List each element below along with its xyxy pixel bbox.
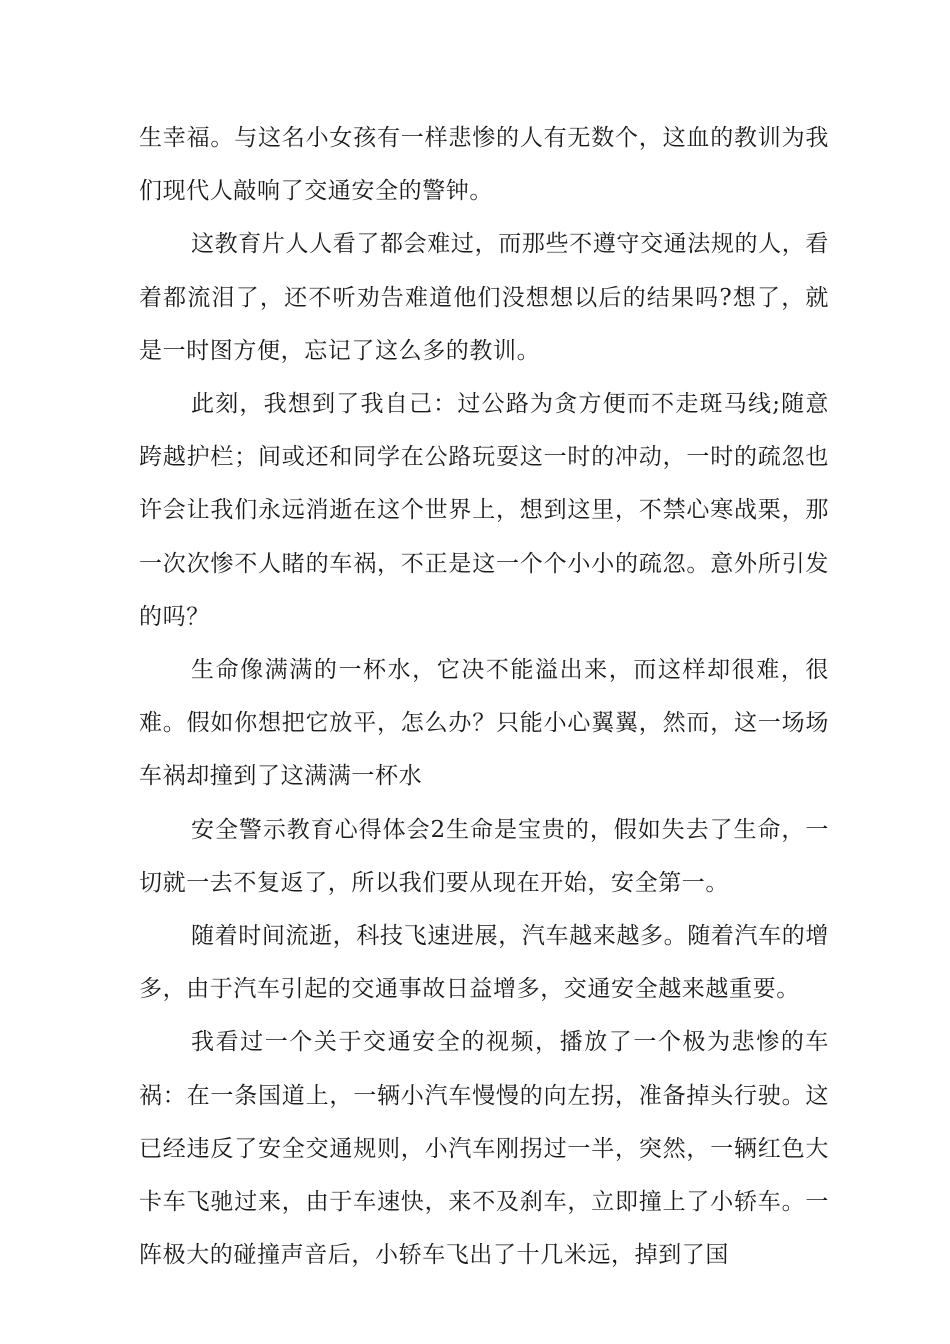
paragraph-3: 此刻，我想到了我自己：过公路为贪方便而不走斑马线;随意跨越护栏；间或还和同学在公路玩耍这一时的冲动，一时的疏忽也许会让我们永远消逝在这个世界上，想到这里，不禁心寒战栗，那一次次惨不人睹的车祸，不正是这一个个小小的疏忽。意外所引发的吗？ (139, 391, 829, 630)
paragraph-1: 生幸福。与这名小女孩有一样悲惨的人有无数个，这血的教训为我们现代人敲响了交通安全的警钟。 (139, 125, 829, 205)
paragraph-7: 我看过一个关于交通安全的视频，播放了一个极为悲惨的车祸：在一条国道上，一辆小汽车慢慢的向左拐，准备掉头行驶。这已经违反了安全交通规则，小汽车刚拐过一半，突然，一辆红色大卡车飞驰过来，由于车速快，来不及刹车，立即撞上了小轿车。一阵极大的碰撞声音后，小轿车飞出了十几米远，掉到了国 (139, 1029, 829, 1269)
paragraph-4: 生命像满满的一杯水，它决不能溢出来，而这样却很难，很难。假如你想把它放平，怎么办？只能小心翼翼，然而，这一场场车祸却撞到了这满满一杯水 (139, 657, 829, 790)
paragraph-2: 这教育片人人看了都会难过，而那些不遵守交通法规的人，看着都流泪了，还不听劝告难道他们没想想以后的结果吗?想了，就是一时图方便，忘记了这么多的教训。 (139, 231, 829, 364)
document-body (139, 112, 829, 1282)
paragraph-6: 随着时间流逝，科技飞速进展，汽车越来越多。随着汽车的增多，由于汽车引起的交通事故日益增多，交通安全越来越重要。 (139, 923, 829, 1003)
paragraph-5: 安全警示教育心得体会2生命是宝贵的，假如失去了生命，一切就一去不复返了，所以我们要从现在开始，安全第一。 (139, 816, 829, 896)
